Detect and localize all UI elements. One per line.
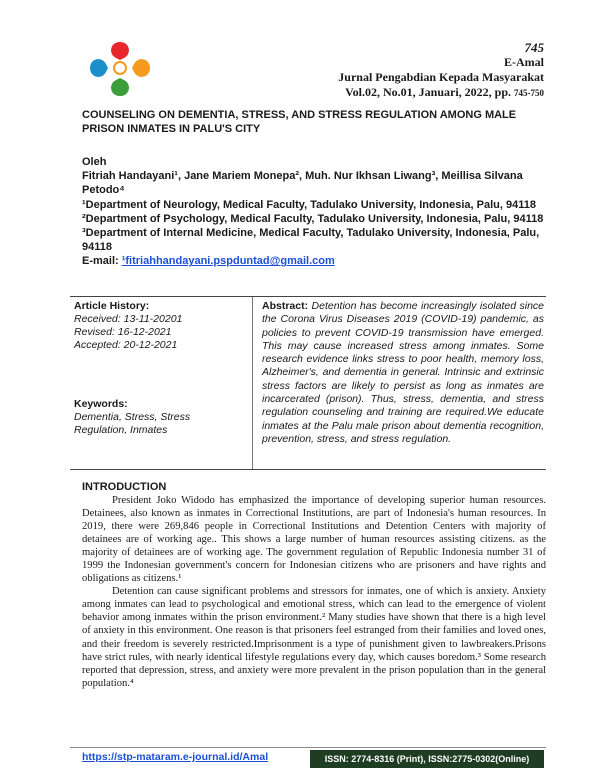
info-column-divider <box>252 297 253 469</box>
footer-rule <box>70 747 546 748</box>
abstract-heading: Abstract: <box>262 300 309 312</box>
accepted-date: Accepted: 20-12-2021 <box>74 339 178 351</box>
journal-header <box>338 40 544 101</box>
intro-paragraph-2: Detention can cause significant problems and stressors for inmates, one of which is anxiety. Anxiety among inmates can lead to psychological and emotional stress, which can lead to the emergence of violent behavior among inmates within the prison environment.² Many studies have shown that there is a high level of anxiety in this environment. One reason is that prisoners feel estranged from their families and loved ones, and their freedom is severely restricted.Imprisonment is a type of punishment given to lawbreakers.Prisons have strict rules, with nearly identical lifestyle regulations every day, which causes boredom.³ Some research reported that depression, stress, and anxiety were more prevalent in the prison population than in the general population.⁴ <box>82 586 546 689</box>
intro-paragraph-1: President Joko Widodo has emphasized the importance of developing superior human resources. Detainees, also known as inmates in Correctional Institutions, are part of Indonesia's human resources. In 2019, there were 269,846 people in Correctional Institutions and Detention Centers with majority of detainees are of working age.. This shows a large number of human resources assisting citizens. as the majority of detainees are of working age. The government regulation of Republic Indonesia number 31 of 1999 the Indonesian government's concern for Indonesian citizens who are prisoners and have rights and obligations as citizens.¹ <box>82 495 546 585</box>
affiliation-2: ²Department of Psychology, Medical Faculty, Tadulako University, Indonesia, Palu, 94118 <box>82 212 544 225</box>
author-names: Fitriah Handayani¹, Jane Mariem Monepa², Muh. Nur Ikhsan Liwang³, Meillisa Silvana Petodo⁴ <box>82 170 523 197</box>
oleh-label: Oleh <box>82 156 107 168</box>
abstract-text: Detention has become increasingly isolated since the Corona Virus Diseases 2019 (COVID-19) pandemic, as policies to prevent COVID-19 transmission have emerged. This may cause increased stress among inmates. Some research evidence links stress to poor health, memory loss, Alzheimer's, and dementia in general. Intrinsic and extrinsic stress factors are likely to persist as long as inmates are incarcerated (prison). Thus, stress, dementia, and stress regulation counseling and training are required.We educate inmates at the Palu male prison about dementia recognition, prevention, stress, and stress regulation. <box>262 300 544 445</box>
email-line <box>82 254 552 268</box>
revised-date: Revised: 16-12-2021 <box>74 326 172 338</box>
page-number: 745 <box>524 40 544 55</box>
info-bottom-rule <box>70 469 546 470</box>
authors-block <box>82 155 552 269</box>
article-history-heading: Article History: <box>74 300 150 312</box>
keywords-text: Dementia, Stress, Stress Regulation, Inmates <box>74 411 191 436</box>
abstract <box>262 300 544 446</box>
affiliation-1: ¹Department of Neurology, Medical Faculty, Tadulako University, Indonesia, Palu, 94118 <box>82 198 536 211</box>
logo-petal-red <box>111 42 129 60</box>
logo-petal-green <box>111 78 129 96</box>
article-history <box>74 300 250 352</box>
received-date: Received: 13-11-20201 <box>74 313 183 325</box>
introduction-body <box>82 494 546 690</box>
keywords-heading: Keywords: <box>74 398 128 410</box>
email-link[interactable]: ¹fitriahhandayani.pspduntad@gmail.com <box>121 255 335 268</box>
paper-title: COUNSELING ON DEMENTIA, STRESS, AND STRESS REGULATION AMONG MALE PRISON INMATES IN PALU'S CITY <box>82 109 517 135</box>
affiliation-3: ³Department of Internal Medicine, Medical Faculty, Tadulako University, Indonesia, Palu, 94118 <box>82 227 540 254</box>
email-label: E-mail: <box>82 255 122 268</box>
keywords <box>74 398 246 437</box>
journal-short-name: E-Amal <box>504 55 544 69</box>
logo-petal-blue <box>90 59 108 77</box>
footer <box>82 751 268 763</box>
journal-full-name: Jurnal Pengabdian Kepada Masyarakat <box>338 70 544 84</box>
volume-text: Vol.02, No.01, Januari, 2022, pp. <box>345 85 511 99</box>
journal-url-link[interactable]: https://stp-mataram.e-journal.id/Amal <box>82 751 269 763</box>
introduction-heading: INTRODUCTION <box>82 481 167 493</box>
volume-info <box>338 85 544 101</box>
journal-logo-icon <box>86 38 154 98</box>
info-top-rule <box>70 296 546 297</box>
page-range: 745-750 <box>514 88 544 98</box>
issn-badge: ISSN: 2774-8316 (Print), ISSN:2775-0302(Online) <box>310 750 544 768</box>
logo-petal-orange <box>132 59 150 77</box>
